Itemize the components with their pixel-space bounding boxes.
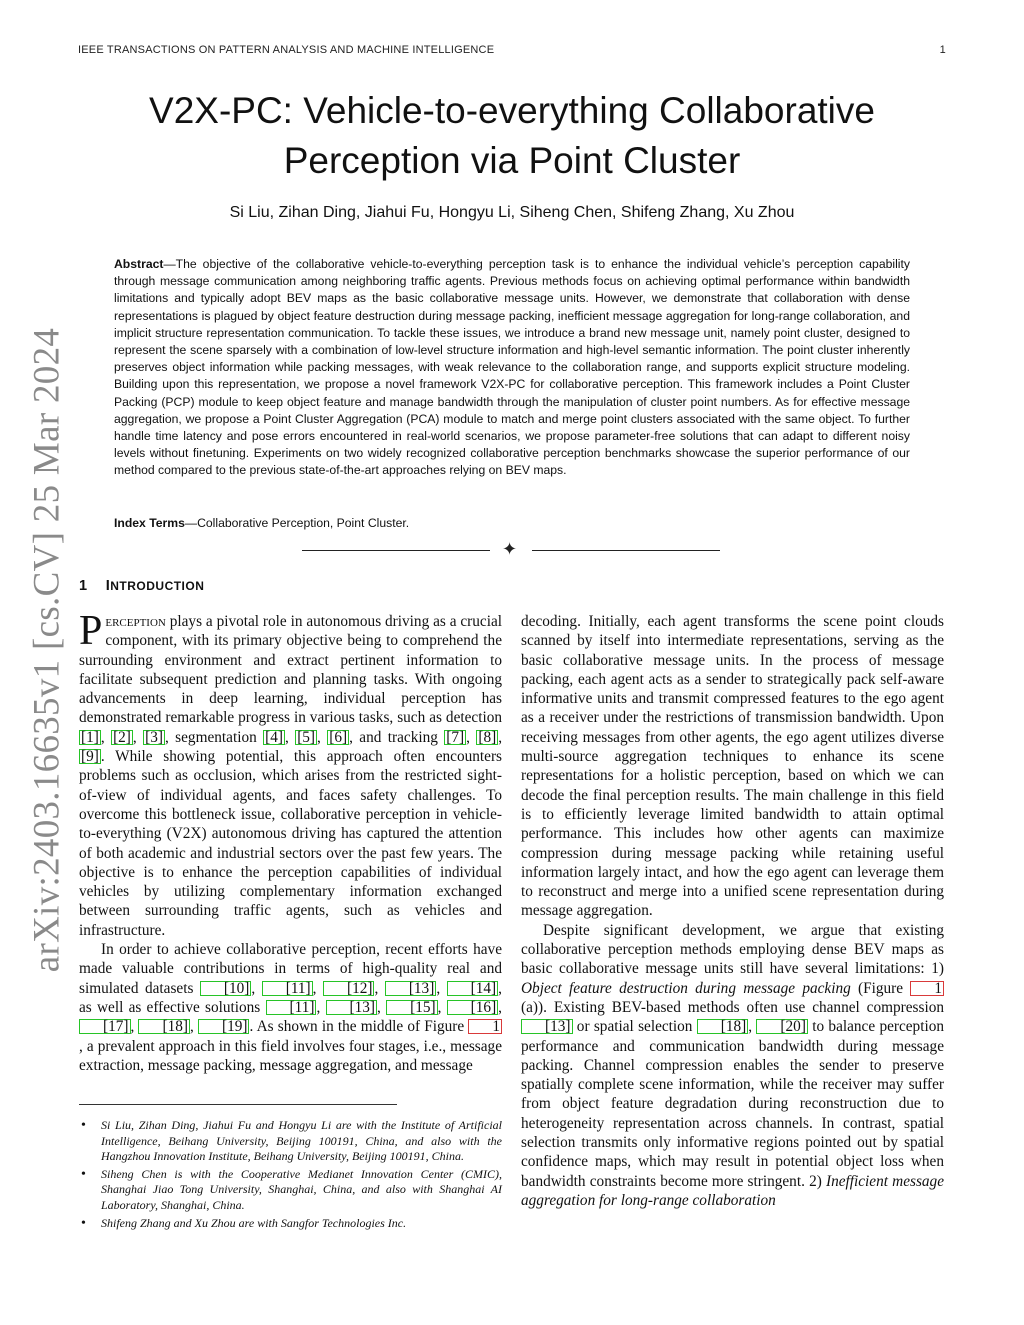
paragraph [521,921,944,1210]
citation-link[interactable]: [5] [297,728,316,746]
text-run: , [748,1018,757,1036]
text-run: , and tracking [349,728,445,746]
right-column [521,612,944,1210]
citation-link[interactable]: [13] [521,1019,573,1034]
smallcaps-word: erception [105,613,166,630]
title-line-1: V2X-PC: Vehicle-to-everything Collaborative [149,90,875,131]
abstract-label: Abstract [114,257,164,271]
footnote-item: • Si Liu, Zihan Ding, Jiahui Fu and Hongyu Li are with the Institute of Artificial Intelligence, Beihang University, Beijing 100191, China, and also with the Hangzhou Innovation Institute, Beihang University, Beijing 100191, China. [101,1118,502,1165]
citation-link[interactable]: [16] [447,1000,499,1015]
citation-link[interactable]: [14] [447,981,499,996]
page-number: 1 [939,44,946,56]
section-title-initial: I [105,578,111,594]
citation-link[interactable]: [12] [323,981,375,996]
journal-name: IEEE TRANSACTIONS ON PATTERN ANALYSIS AND MACHINE INTELLIGENCE [78,44,495,56]
text-run: plays a pivotal role in autonomous driving as a crucial component, with its primary objective being to comprehend the surrounding environment and extract pertinent information to facilitate subsequent prediction and planning tasks. With ongoing advancements in deep learning, individual perception has demonstrated remarkable progress in various tasks, such as detection [79,613,502,727]
citation-link[interactable]: [11] [266,1000,317,1015]
index-terms-label: Index Terms [114,516,185,530]
citation-link[interactable]: [13] [385,981,437,996]
footnotes [79,1118,502,1233]
divider-line-left [302,550,490,551]
citation-link[interactable]: [3] [145,728,163,746]
text-run: . As shown in the middle of Figure [249,1018,469,1036]
left-column [79,608,503,1075]
abstract-text: —The objective of the collaborative vehicle-to-everything perception task is to enhance the individual vehicle’s perception capability through message communication among neighboring traffic agents. Previous methods focus on achieving optimal performance within bandwidth limitations and typically adopt BEV maps as the basic collaborative message units. However, we demonstrate that collaboration with dense representations is plagued by object feature destruction during message packing, inefficient message aggregation for long-range collaboration, and implicit structure representation communication. To tackle these issues, we introduce a brand new message unit, namely point cluster, designed to represent the scene sparsely with a combination of low-level structure information and high-level semantic information. The point cluster inherently preserves object information while packing messages, with weak relevance to the collaboration range, and supports explicit structure modeling. Building upon this representation, we propose a novel framework V2X-PC for collaborative perception. This framework includes a Point Cluster Packing (PCP) module to keep object feature and manage bandwidth through the manipulation of cluster point numbers. As for effective message aggregation, we propose a Point Cluster Aggregation (PCA) module to match and merge point clusters associated with the same object. To further handle time latency and pose errors encountered in real-world scenarios, we propose parameter-free solutions that can adapt to different noisy levels without finetuning. Experiments on two widely recognized collaborative perception benchmarks showcase the superior performance of our method compared to the previous state-of-the-art approaches relying on BEV maps. [114,257,910,478]
citation-link[interactable]: [20] [756,1019,808,1034]
running-header [78,44,946,56]
divider-star-icon: ✦ [502,539,518,560]
citation-link[interactable]: [18] [697,1019,749,1034]
italic-text: Object feature destruction during message packing [521,979,851,997]
paragraph: decoding. Initially, each agent transforms the scene point clouds scanned by itself into intermediate representations, serving as the basic collaborative message units. In the process of message packing, each agent acts as a sender to strategically pack self-aware informative units and transmit compressed features to the ego agent as a receiver under the restrictions of transmission bandwidth. Upon receiving messages from other agents, the ego agent utilizes diverse multi-source aggregation techniques to enhance its scene representations for a holistic perception, based on which we can decode the final perception results. The main challenge in this field is to efficiently leverage limited bandwidth to attain optimal performance. This includes how other agents can maximize compression during message packing while retaining useful information largely intact, and how the ego agent can leverage them to reconstruct and merge into a unified scene representation during message aggregation. [521,613,944,920]
abstract [114,256,910,480]
paragraph: Perception plays a pivotal role in autonomous driving as a crucial component, with its primary objective being to comprehend the surrounding environment and extract pertinent information to facilitate subsequent prediction and planning tasks. With ongoing advancements in deep learning, individual perception has demonstrated remarkable progress in various tasks, such as detection [1] , [2] , [3] , segmentation [4] , [5] , [6] , and tracking [7] , [8] , [9] . While showing potential, this approach often encounters problems such as occlusion, which arises from the restricted sight-of-view of individual agents, and faces safety challenges. To overcome this bottleneck issue, collaborative perception in vehicle-to-everything (V2X) autonomous driving has captured the attention of both academic and industrial sectors over the past few years. The objective is to enhance the perception capabilities of individual vehicles by utilizing complementary information exchanged between surrounding traffic agents, such as vehicles and infrastructure. [79,608,503,939]
section-title-rest: NTRODUCTION [110,579,205,593]
citation-link[interactable]: [18] [138,1019,190,1034]
citation-link[interactable]: [11] [262,981,313,996]
paper-title [100,86,924,186]
citation-link[interactable]: [6] [329,728,348,746]
citation-link[interactable]: [10] [200,981,252,996]
text-run: Despite significant development, we argue that existing collaborative perception methods employing dense BEV maps as basic collaborative message units still have several limitations: 1) [521,921,944,978]
title-line-2: Perception via Point Cluster [283,140,741,181]
section-heading [79,578,204,594]
section-number: 1 [79,578,88,594]
text-run: or spatial selection [572,1018,697,1036]
text-run: to balance perception performance and communication bandwidth during message packing. Channel compression enables the sender to preserve spatially complete scene information, while the receiver may suffer from object feature degradation during reconstruction due to heterogeneity representation across channels. In contrast, spatial selection transmits only informative regions pointed out by spatial confidence maps, which may result in potential object loss when bandwidth constraints become more stringent. 2) [521,1018,945,1190]
text-run: . While showing potential, this approach often encounters problems such as occlusion, which arises from the restricted sight-of-view of individual agents, and faces safety challenges. To overcome this bottleneck issue, collaborative perception in vehicle-to-everything (V2X) autonomous driving has captured the attention of both academic and industrial sectors over the past few years. The objective is to enhance the perception capabilities of individual vehicles by utilizing complementary information exchanged between surrounding traffic agents, such as vehicles and infrastructure. [79,748,502,939]
text-run: , a prevalent approach in this field involves four stages, i.e., message extraction, message packing, message aggregation, and message [79,1037,502,1074]
index-terms-text: —Collaborative Perception, Point Cluster. [184,516,410,530]
citation-link[interactable]: [1] [81,728,99,746]
citation-link[interactable]: [13] [326,1000,378,1015]
index-terms [114,516,910,530]
footnote-rule [79,1104,397,1105]
citation-link[interactable]: [2] [113,728,131,746]
text-run: (Figure [850,979,911,997]
citation-link[interactable]: [9] [81,748,99,766]
footnote-item: • Shifeng Zhang and Xu Zhou are with Sangfor Technologies Inc. [101,1216,502,1232]
arxiv-stamp-text: arXiv:2403.16635v1 [cs.CV] 25 Mar 2024 [26,327,68,973]
figure-link[interactable]: 1 [910,981,944,996]
figure-link[interactable]: 1 [468,1019,502,1034]
text-run: In order to achieve collaborative perception, recent efforts have made valuable contributions in terms of high-quality real and simulated datasets [79,941,502,997]
author-list: Si Liu, Zihan Ding, Jiahui Fu, Hongyu Li, Siheng Chen, Shifeng Zhang, Xu Zhou [229,204,795,221]
text-run: , segmentation [164,728,264,746]
text-run: , as well as effective solutions [79,979,502,1016]
citation-link[interactable]: [7] [446,728,465,746]
paragraph: In order to achieve collaborative perception, recent efforts have made valuable contributions in terms of high-quality real and simulated datasets [10] , [11] , [12] , [13] , [14] , as well as effective solutions [11] , [13] , [15] , [16] , [17] , [18] , [19] . As shown in the middle of Figure 1, a prevalent approach in this field involves four stages, i.e., message extraction, message packing, message aggregation, and message [79,941,502,1074]
citation-link[interactable]: [4] [265,728,283,746]
citation-link[interactable]: [8] [478,728,497,746]
text-run: (a)). Existing BEV-based methods often use channel compression [521,998,944,1016]
arxiv-stamp [26,327,68,973]
divider-line-right [532,550,720,551]
citation-link[interactable]: [19] [198,1019,250,1034]
citation-link[interactable]: [17] [79,1019,131,1034]
citation-link[interactable]: [15] [386,1000,438,1015]
italic-text: Inefficient message aggregation for long-range collaboration [521,1172,944,1209]
footnote-item: • Siheng Chen is with the Cooperative Medianet Innovation Center (CMIC), Shanghai Jiao Tong University, Shanghai, China, and also with Shanghai AI Laboratory, Shanghai, China. [101,1167,502,1214]
dropcap-letter: P [79,608,103,654]
section-divider [302,541,722,561]
